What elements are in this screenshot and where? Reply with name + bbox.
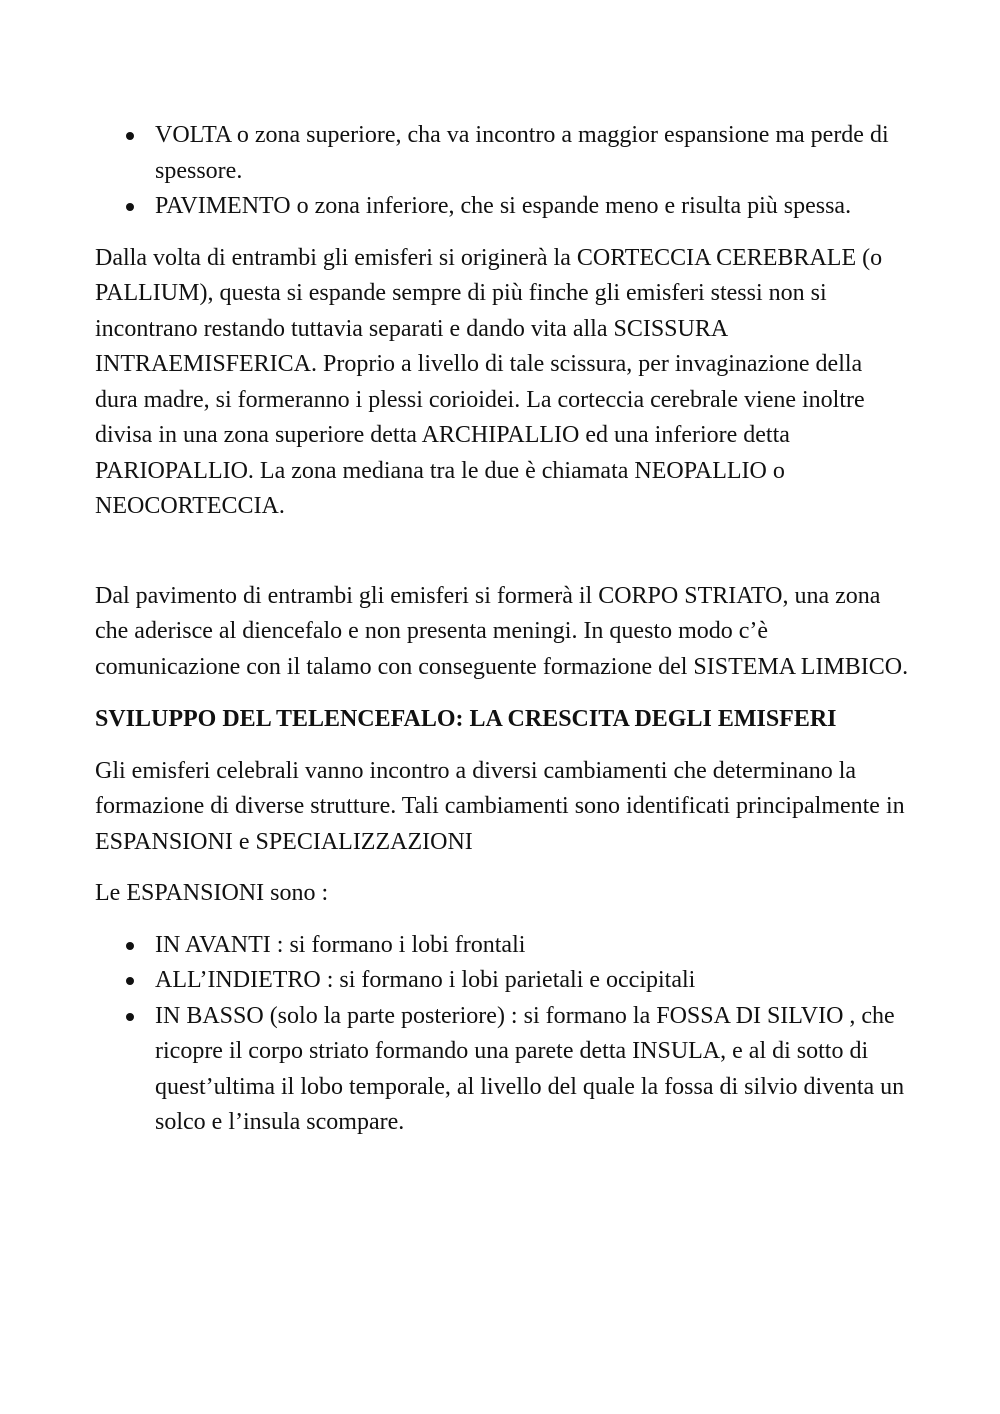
list-item-text: ALL’INDIETRO : si formano i lobi parietali e occipitali — [155, 967, 696, 993]
bullet-icon — [126, 977, 134, 985]
bullet-list-volta-pavimento — [95, 118, 910, 225]
bullet-icon — [126, 203, 134, 211]
list-item — [95, 189, 910, 225]
list-item-text: PAVIMENTO o zona inferiore, che si espande meno e risulta più spessa. — [155, 193, 852, 219]
list-item — [95, 963, 910, 999]
paragraph-corteccia: Dalla volta di entrambi gli emisferi si originerà la CORTECCIA CEREBRALE (o PALLIUM), questa si espande sempre di più finche gli emisferi stessi non si incontrano restando tuttavia separati e dando vita alla SCISSURA INTRAEMISFERICA. Proprio a livello di tale scissura, per invaginazione della dura madre, si formeranno i plessi corioidei. La corteccia cerebrale viene inoltre divisa in una zona superiore detta ARCHIPALLIO ed una inferiore detta PARIOPALLIO. La zona mediana tra le due è chiamata NEOPALLIO o NEOCORTECCIA. — [95, 244, 883, 519]
bullet-icon — [126, 942, 134, 950]
list-item-text: VOLTA o zona superiore, cha va incontro a maggior espansione ma perde di spessore. — [155, 122, 889, 184]
bullet-icon — [126, 1013, 134, 1021]
paragraph-espansioni-intro: Le ESPANSIONI sono : — [95, 880, 329, 906]
bullet-list-espansioni — [95, 928, 910, 1141]
document-page — [95, 118, 910, 1141]
list-item-text: IN BASSO (solo la parte posteriore) : si formano la FOSSA DI SILVIO , che ricopre il corpo striato formando una parete detta INSULA, e al di sotto di quest’ultima il lobo temporale, al livello del quale la fossa di silvio diventa un solco e l’insula scompare. — [155, 1002, 905, 1135]
bullet-icon — [126, 132, 134, 140]
list-item — [95, 118, 910, 189]
section-heading: SVILUPPO DEL TELENCEFALO: LA CRESCITA DEGLI EMISFERI — [95, 706, 837, 732]
list-item — [95, 928, 910, 964]
list-item — [95, 999, 910, 1141]
paragraph-cambiamenti: Gli emisferi celebrali vanno incontro a diversi cambiamenti che determinano la formazione di diverse strutture. Tali cambiamenti sono identificati principalmente in ESPANSIONI e SPECIALIZZAZIONI — [95, 757, 905, 855]
paragraph-corpo-striato: Dal pavimento di entrambi gli emisferi si formerà il CORPO STRIATO, una zona che aderisce al diencefalo e non presenta meningi. In questo modo c’è comunicazione con il talamo con conseguente formazione del SISTEMA LIMBICO. — [95, 582, 909, 680]
list-item-text: IN AVANTI : si formano i lobi frontali — [155, 931, 526, 958]
